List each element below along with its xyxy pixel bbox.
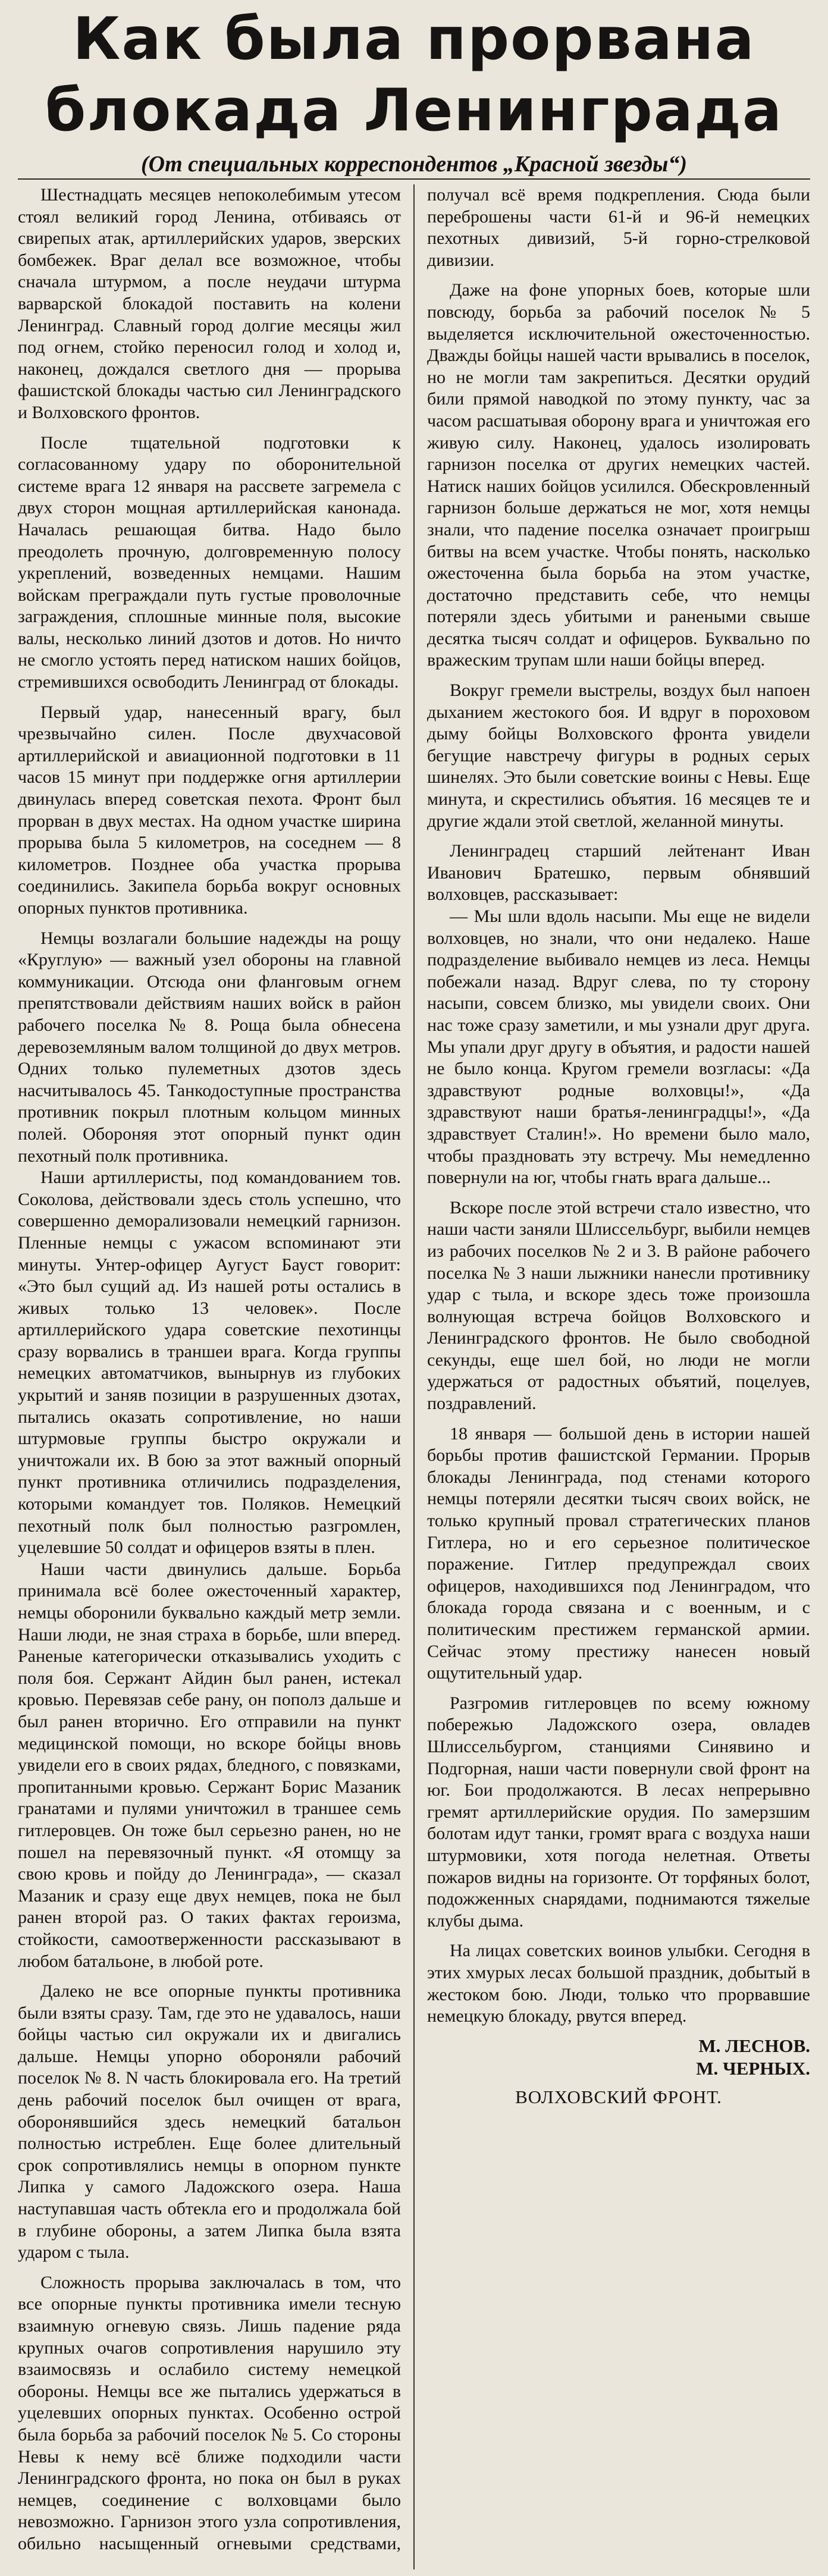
paragraph: Первый удар, нанесенный врагу, был чрезвычайно силен. После двухчасовой артиллерийской и авиационной подготовки в 11 часов 15 минут при поддержке огня артиллерии двинулась вперед советская пехота. Фронт был прорван в двух местах. На одном участке ширина прорыва была 5 километров, на соседнем — 8 километров. Позднее оба участка прорыва соединились. Закипела борьба вокруг основных опорных пунктов противника. — [18, 702, 401, 918]
paragraph: 18 января — большой день в истории нашей борьбы против фашистской Германии. Прорыв блокады Ленинграда, под стенами которого немцы потеряли десятки тысяч своих войск, не только крупный провал стратегических планов Гитлера, но и его серьезное политическое поражение. Гитлер предупреждал своих офицеров, находившихся под Ленинградом, что блокада города связана и с военным, и с политическим престижем германской армии. Сейчас этому престижу нанесен новый ощутительный удар. — [427, 1423, 810, 1683]
paragraph: — Мы шли вдоль насыпи. Мы еще не видели волховцев, но знали, что они недалеко. Наше подразделение выбивало немцев из леса. Немцы побежали назад. Вдруг слева, по ту сторону насыпи, совсем близко, мы увидели своих. Они нас тоже сразу заметили, и мы узнали друг друга. Мы упали друг другу в объятия, и радости нашей не было конца. Кругом гремели возгласы: «Да здравствуют родные волховцы!», «Да здравствуют наши братья-ленинградцы!», «Да здравствует Сталин!». Но времени было мало, чтобы праздновать эту встречу. Мы немедленно повернули на юг, чтобы гнать врага дальше... — [427, 906, 810, 1188]
article-body — [18, 184, 810, 2569]
article-subtitle: (От специальных корреспондентов „Красной звезды“) — [140, 152, 687, 177]
dateline-location: ВОЛХОВСКИЙ ФРОНТ. — [515, 2086, 722, 2107]
paragraph: Далеко не все опорные пункты противника были взяты сразу. Там, где это не удавалось, наши бойцы частью сил окружали их и двигались дальше. Немцы упорно обороняли рабочий поселок № 8. N часть блокировала его. На третий день рабочий поселок был очищен от врага, оборонявшийся здесь немецкий батальон полностью истреблен. Еще более длительный срок сопротивлялись немцы в опорном пункте Липка у самого Ладожского озера. Наша наступавшая часть обтекла его и продолжала бой в глубине обороны, а затем Липка была взята ударом с тыла. — [18, 1981, 401, 2263]
header-rule — [18, 178, 810, 180]
author-signature: М. ЧЕРНЫХ. — [696, 2057, 810, 2079]
paragraph: На лицах советских воинов улыбки. Сегодня в этих хмурых лесах большой праздник, добытый в жестоком бою. Люди, только что прорвавшие немецкую блокаду, рвутся вперед. — [427, 1941, 810, 2026]
article-headline: Как была прорвана блокада Ленинграда — [45, 5, 783, 145]
paragraph: Шестнадцать месяцев непоколебимым утесом стоял великий город Ленина, отбиваясь от свирепых атак, артиллерийских ударов, зверских бомбежек. Враг делал все возможное, чтобы сначала штурмом, а после неудачи штурма варварской блокадой поставить на колени Ленинград. Славный город долгие месяцы жил под огнем, стойко переносил голод и холод и, наконец, дождался светлого дня — прорыва фашистской блокады частью сил Ленинградского и Волховского фронтов. — [18, 185, 401, 422]
paragraph: Ленинградец старший лейтенант Иван Иванович Братешко, первым обнявший волховцев, рассказывает: — [427, 841, 810, 905]
paragraph: Вокруг гремели выстрелы, воздух был напоен дыханием жестокого боя. И вдруг в пороховом дыму бойцы Волховского фронта увидели бегущие навстречу фигуры в родных серых шинелях. Это были советские воины с Невы. Еще минута, и скрестились объятия. 16 месяцев те и другие ждали этой светлой, желанной минуты. — [427, 680, 810, 831]
paragraph: Наши артиллеристы, под командованием тов. Соколова, действовали здесь столь успешно, что совершенно деморализовали немецкий гарнизон. Пленные немцы с ужасом вспоминают эти минуты. Унтер-офицер Аугуст Бауст говорит: «Это был сущий ад. Из нашей роты остались в живых только 13 человек». После артиллерийского удара советские пехотинцы сразу ворвались в траншеи врага. Когда группы немецких автоматчиков, вынырнув из глубоких укрытий и заняв позиции в разрушенных дзотах, пытались оказать сопротивление, но наши штурмовые группы быстро окружали и уничтожали их. В бою за этот важный опорный пункт противника отличились подразделения, которыми командует тов. Поляков. Немецкий пехотный полк был полностью разгромлен, уцелевшие 50 солдат и офицеров взяты в плен. — [18, 1168, 401, 1558]
paragraph: Разгромив гитлеровцев по всему южному побережью Ладожского озера, овладев Шлиссельбургом, станциями Синявино и Подгорная, наши части повернули свой фронт на юг. Бои продолжаются. В лесах непрерывно гремят артиллерийские орудия. По замерзшим болотам идут танки, громят врага с воздуха наши штурмовики, хотя погода нелетная. Ответы пожаров видны на горизонте. От торфяных болот, подожженных снарядами, поднимаются тяжелые клубы дыма. — [427, 1693, 810, 1931]
article-masthead — [18, 0, 810, 178]
paragraph: Вскоре после этой встречи стало известно, что наши части заняли Шлиссельбург, выбили немцев из рабочих поселков № 2 и 3. В районе рабочего поселка № 3 наши лыжники нанесли противнику удар с тыла, и вскоре здесь тоже произошла волнующая встреча бойцов Волховского и Ленинградского фронтов. Не было свободной секунды, еще шел бой, но люди не могли удержаться от радостных объятий, поцелуев, поздравлений. — [427, 1197, 810, 1414]
paragraph: Наши части двинулись дальше. Борьба принимала всё более ожесточенный характер, немцы оборонили буквально каждый метр земли. Наши люди, не зная страха в борьбе, шли вперед. Раненые категорически отказывались уходить с поля боя. Сержант Айдин был ранен, истекал кровью. Перевязав себе рану, он пополз дальше и был ранен вторично. Его отправили на пункт медицинской помощи, но вскоре бойцы вновь увидели его в своих рядах, бледного, с повязками, пропитанными кровью. Сержант Борис Мазаник гранатами и пулями уничтожил в траншее семь гитлеровцев. Он тоже был серьезно ранен, но не пошел на перевязочный пункт. «Я отомщу за свою кровь и пойду до Ленинграда», — сказал Мазаник и сразу еще двух немцев, пока не был ранен второй раз. О таких фактах героизма, стойкости, самоотверженности рассказывают в любом батальоне, в любой роте. — [18, 1559, 401, 1971]
paragraph: После тщательной подготовки к согласованному удару по оборонительной системе врага 12 января на рассвете загремела с двух сторон мощная артиллерийская канонада. Началась решающая битва. Надо было преодолеть прочную, долговременную полосу укреплений, возведенных немцами. Нашим войскам преграждали путь густые проволочные заграждения, сплошные минные поля, высокие валы, несколько линий дзотов и дотов. Но ничто не смогло устоять перед натиском наших бойцов, стремившихся освободить Ленинград от блокады. — [18, 432, 401, 692]
paragraph: Сложность прорыва заключалась в том, что все опорные пункты противника имели тесную взаимную огневую связь. Лишь падение ряда крупных очагов сопротивления нарушило эту взаимосвязь и ослабило систему немецкой обороны. Немцы все же пытались удержаться в уцелевших опорных пунктах. Особенно острой была борьба за рабочий поселок № 5. Со стороны Невы к нему всё ближе подходили части Ленинградского фронта, но пока он был в руках немцев, соединение с волховцами было невозможно. Гарнизон этого узла сопротивления, обильно насыщенный огневыми средствами, получал всё время подкрепления. Сюда были переброшены части 61-й и 96-й немецких пехотных дивизий, 5-й горно-стрелковой дивизии. — [18, 185, 810, 2553]
author-signature: М. ЛЕСНОВ. — [698, 2035, 810, 2056]
paragraph: Немцы возлагали большие надежды на рощу «Круглую» — важный узел обороны на главной коммуникации. Отсюда они фланговым огнем препятствовали действиям наших войск в район рабочего поселка № 8. Роща была обнесена деревоземляным валом толщиной до двух метров. Одних только пулеметных дзотов здесь насчитывалось 45. Танкодоступные пространства противник покрыл плотным кольцом минных полей. Обороняя этот опорный пункт один пехотный полк противника. — [18, 928, 401, 1166]
author-signatures — [427, 2035, 810, 2080]
paragraph: Даже на фоне упорных боев, которые шли повсюду, борьба за рабочий поселок № 5 выделяется исключительной ожесточенностью. Дважды бойцы нашей части врывались в поселок, но не могли там закрепиться. Десятки орудий били прямой наводкой по этому пункту, час за часом расшатывая оборону врага и уничтожая его живую силу. Наконец, удалось изолировать гарнизон поселка от других немецких частей. Натиск наших бойцов усилился. Обескровленный гарнизон больше держаться не мог, хотя немцы знали, что падение поселка означает проигрыш битвы на всем участке. Чтобы понять, насколько ожесточенна была борьба на этом участке, достаточно представить себе, что немцы потеряли здесь убитыми и ранеными свыше десятка тысяч солдат и офицеров. Буквально по вражеским трупам шли наши бойцы вперед. — [427, 280, 810, 670]
